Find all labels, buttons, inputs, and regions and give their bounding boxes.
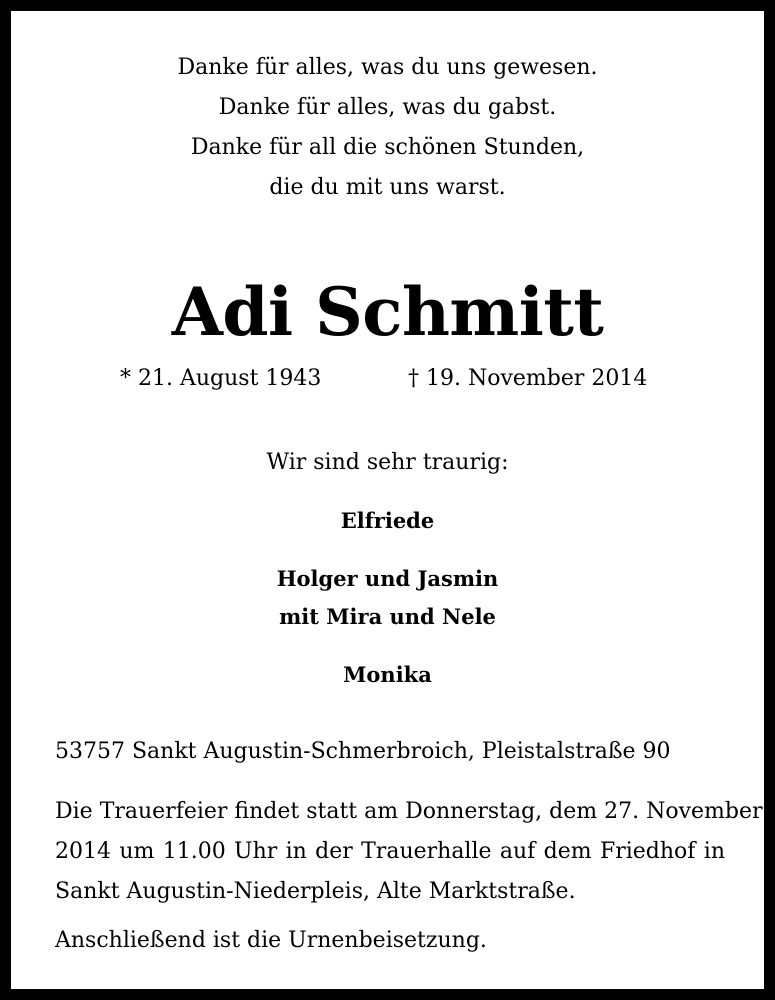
poem-line: Danke für all die schönen Stunden, xyxy=(190,135,585,160)
mourner-group xyxy=(0,560,775,636)
mourner-name: mit Mira und Nele xyxy=(279,604,496,629)
family-address: 53757 Sankt Augustin-Schmerbroich, Pleistalstraße 90 xyxy=(55,739,671,764)
life-dates xyxy=(0,364,775,394)
mourner-group xyxy=(0,502,775,540)
ceremony-line: Sankt Augustin-Niederpleis, Alte Marktstraße. xyxy=(55,879,576,904)
birth-date: * 21. August 1943 xyxy=(120,366,322,391)
mourner-group xyxy=(0,656,775,694)
ceremony-line: Die Trauerfeier findet statt am Donnerstag, dem 27. November xyxy=(55,799,763,824)
mourner-name: Elfriede xyxy=(340,508,435,533)
poem-line: die du mit uns warst. xyxy=(269,175,506,200)
urn-note: Anschließend ist die Urnenbeisetzung. xyxy=(55,928,487,953)
poem xyxy=(0,48,775,208)
death-date: † 19. November 2014 xyxy=(408,366,648,391)
ceremony-info xyxy=(55,792,763,912)
mourner-name: Monika xyxy=(343,662,432,687)
ceremony-line: 2014 um 11.00 Uhr in der Trauerhalle auf dem Friedhof in xyxy=(55,839,725,864)
mourner-name: Holger und Jasmin xyxy=(276,566,499,591)
poem-line: Danke für alles, was du gabst. xyxy=(218,95,557,120)
poem-line: Danke für alles, was du uns gewesen. xyxy=(177,55,598,80)
deceased-name: Adi Schmitt xyxy=(171,273,604,351)
mourning-intro: Wir sind sehr traurig: xyxy=(266,450,509,475)
